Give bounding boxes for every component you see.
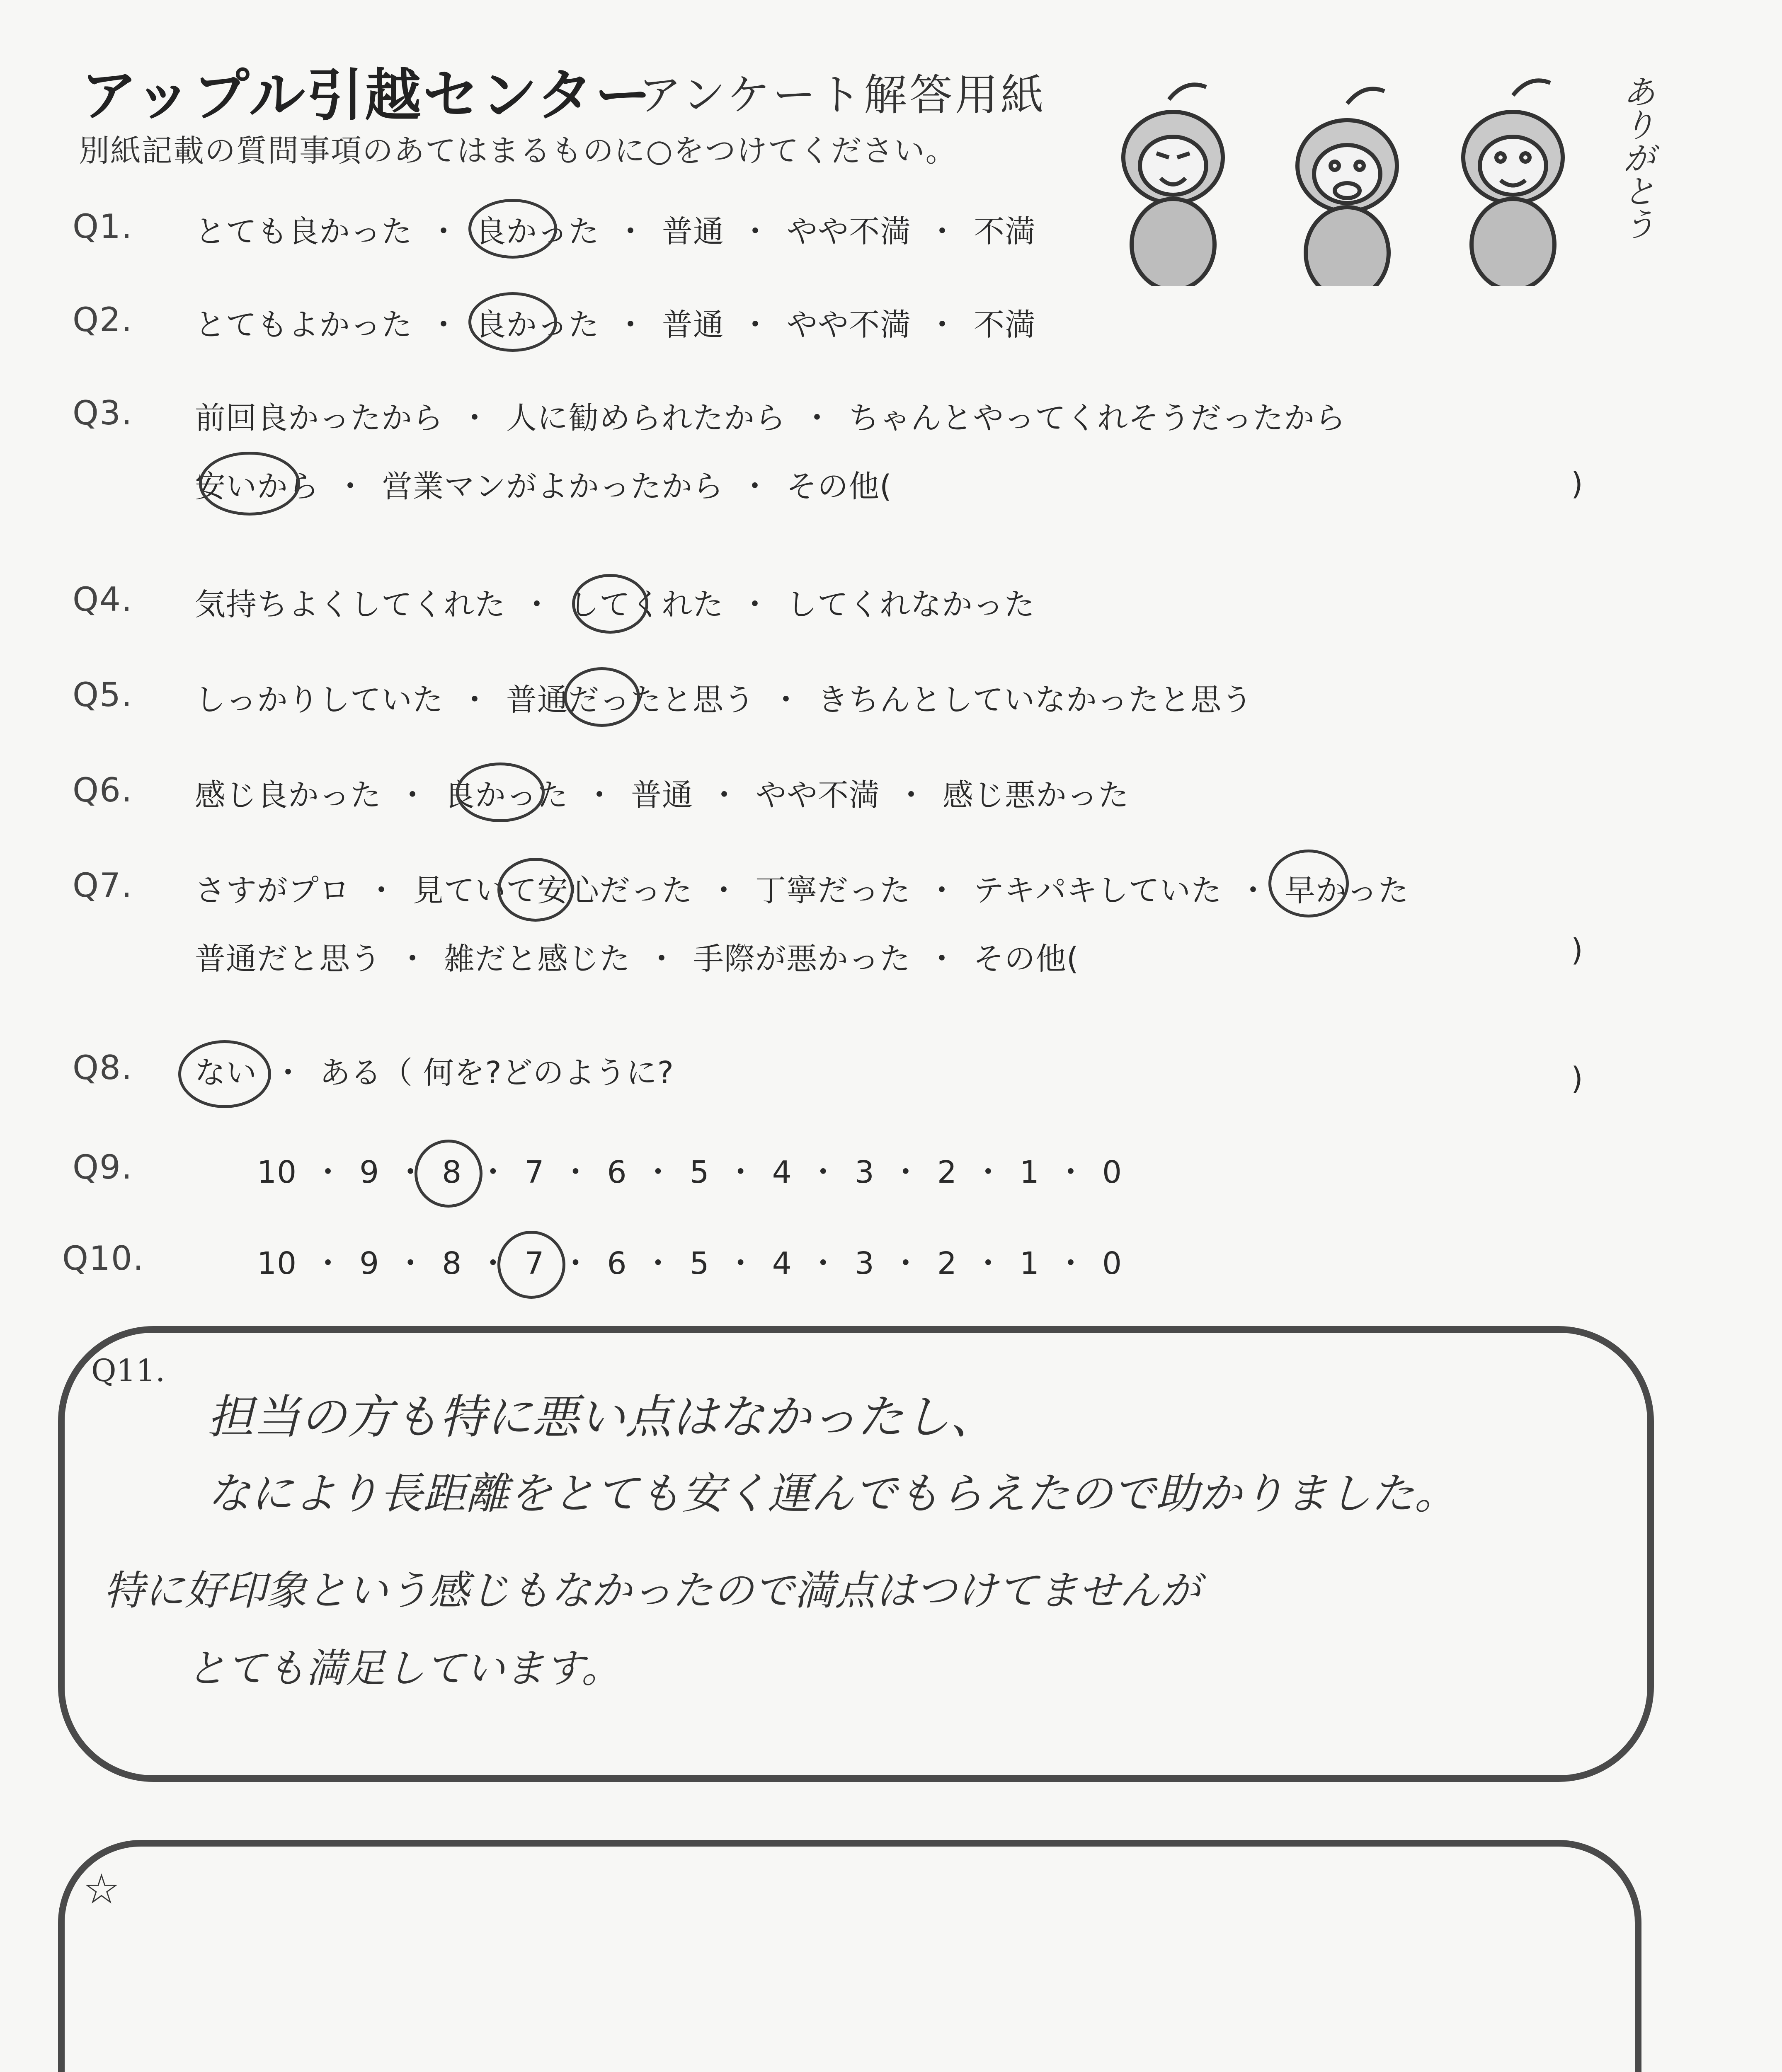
option-separator: ・ (397, 941, 428, 977)
answer-option[interactable]: 早かった (1285, 873, 1409, 908)
answer-option[interactable]: 普通だったと思う (506, 682, 755, 718)
answer-option[interactable]: 普通だと思う (195, 941, 381, 977)
answer-option[interactable]: 6 (607, 1155, 627, 1190)
answer-option[interactable]: 4 (772, 1246, 792, 1281)
answer-option[interactable]: やや不満 (787, 214, 911, 249)
answer-option[interactable]: 5 (689, 1155, 710, 1190)
q1-selection-circle (468, 199, 557, 259)
option-separator: ・ (366, 873, 397, 908)
option-separator: ・ (1055, 1246, 1087, 1281)
option-separator: ・ (807, 1155, 839, 1190)
option-separator: ・ (642, 1155, 674, 1190)
answer-option[interactable]: 安いから (195, 469, 319, 504)
answer-option[interactable]: 3 (854, 1155, 875, 1190)
q10-selection-circle (497, 1231, 565, 1299)
question-options-row (195, 300, 1036, 344)
option-separator: ・ (739, 469, 771, 504)
answer-option[interactable]: 9 (359, 1246, 380, 1281)
q4-selection-circle (572, 574, 648, 634)
question-number: Q9. (73, 1148, 133, 1186)
answer-option[interactable]: その他( (786, 469, 892, 504)
option-separator: ・ (725, 1155, 756, 1190)
question-options-row (195, 675, 1253, 719)
option-separator: ・ (896, 777, 927, 813)
option-separator: ・ (428, 214, 459, 249)
q3-selection-circle (199, 452, 300, 516)
q3-close-paren: ) (1571, 466, 1583, 502)
question-number: Q5. (73, 675, 133, 714)
answer-option[interactable]: 良かった (475, 307, 599, 343)
answer-option[interactable]: してくれた (568, 587, 724, 622)
q11-comment-line-4: とても満足しています。 (187, 1645, 621, 1692)
q5-selection-circle (564, 667, 640, 727)
option-separator: ・ (708, 873, 739, 908)
star-icon: ☆ (83, 1865, 120, 1913)
q9-selection-circle (415, 1140, 482, 1208)
option-separator: ・ (560, 1155, 592, 1190)
question-number: Q3. (73, 394, 133, 432)
answer-option[interactable]: 良かった (444, 777, 568, 813)
answer-option[interactable]: きちんとしていなかったと思う (817, 682, 1253, 718)
question-number: Q8. (73, 1048, 133, 1087)
answer-option[interactable]: 8 (442, 1246, 462, 1281)
option-separator: ・ (459, 682, 490, 718)
option-separator: ・ (740, 214, 771, 249)
form-title: アンケート解答用紙 (638, 70, 1046, 120)
answer-option[interactable]: 普通 (631, 777, 693, 813)
answer-option[interactable]: 前回良かったから (195, 400, 444, 436)
q11-comment-line-3: 特に好印象という感じもなかったので満点はつけてませんが (104, 1567, 1201, 1615)
instruction-text: 別紙記載の質問事項のあてはまるものに○をつけてください。 (79, 133, 957, 169)
answer-option[interactable]: テキパキしていた (973, 873, 1222, 908)
answer-option[interactable]: ない (195, 1055, 257, 1091)
q2-selection-circle (468, 292, 557, 352)
answer-option[interactable]: 8 (442, 1155, 462, 1190)
company-name: アップル引越センター (81, 63, 653, 128)
answer-option[interactable]: 丁寧だった (755, 873, 911, 908)
question-options-row (195, 771, 1129, 815)
q7b-selection-circle (1268, 850, 1349, 917)
answer-option[interactable]: しっかりしていた (195, 682, 444, 718)
answer-option[interactable]: とても良かった (195, 214, 412, 249)
q11-comment-line-2: なにより長距離をとても安く運んでもらえたので助かりました。 (207, 1468, 1458, 1519)
q7-close-paren: ) (1571, 932, 1583, 968)
answer-option[interactable]: してくれなかった (786, 587, 1035, 622)
answer-option[interactable]: 営業マンがよかったから (382, 469, 724, 504)
option-separator: ・ (560, 1246, 592, 1281)
answer-option[interactable]: 7 (524, 1155, 545, 1190)
answer-option[interactable]: 5 (689, 1246, 710, 1281)
option-separator: ・ (273, 1055, 304, 1091)
question-number: Q10. (62, 1239, 145, 1278)
option-separator: ・ (642, 1246, 674, 1281)
answer-option[interactable]: やや不満 (756, 777, 880, 813)
option-separator: ・ (972, 1246, 1004, 1281)
answer-option[interactable]: 感じ良かった (195, 777, 381, 813)
option-separator: ・ (927, 214, 958, 249)
answer-option[interactable]: 2 (937, 1246, 957, 1281)
answer-option[interactable]: 6 (607, 1246, 627, 1281)
option-separator: ・ (395, 1155, 427, 1190)
option-separator: ・ (739, 587, 771, 622)
option-separator: ・ (584, 777, 615, 813)
answer-option[interactable]: 不満 (974, 307, 1036, 343)
answer-option[interactable]: さすがプロ (195, 873, 350, 908)
option-separator: ・ (725, 1246, 756, 1281)
option-separator: ・ (740, 307, 771, 343)
answer-option[interactable]: ちゃんとやってくれそうだったから (849, 400, 1346, 436)
option-separator: ・ (615, 214, 646, 249)
option-separator: ・ (478, 1246, 509, 1281)
option-separator: ・ (771, 682, 802, 718)
answer-option[interactable]: 9 (359, 1155, 380, 1190)
option-separator: ・ (335, 469, 366, 504)
q7a-selection-circle (497, 858, 574, 922)
thanks-text: ありがとう (1617, 75, 1656, 240)
answer-option[interactable]: 2 (937, 1155, 957, 1190)
question-number: Q2. (73, 300, 133, 339)
monkey-mascots-illustration (1086, 70, 1625, 286)
answer-option[interactable]: 1 (1019, 1246, 1040, 1281)
answer-option[interactable]: 人に勧められたから (506, 400, 786, 436)
answer-option[interactable]: 0 (1102, 1246, 1123, 1281)
option-separator: ・ (802, 400, 833, 436)
option-separator: ・ (459, 400, 490, 436)
q6-selection-circle (456, 762, 545, 822)
option-separator: ・ (478, 1155, 509, 1190)
option-separator: ・ (972, 1155, 1004, 1190)
answer-option[interactable]: 10 (257, 1246, 297, 1281)
answer-option[interactable]: 気持ちよくしてくれた (195, 587, 506, 622)
question-options-row (195, 394, 1346, 438)
option-separator: ・ (709, 777, 740, 813)
option-separator: ・ (926, 873, 958, 908)
question-options-row (257, 1148, 1122, 1192)
answer-option[interactable]: 普通 (662, 307, 724, 343)
option-separator: ・ (428, 307, 459, 343)
option-separator: ・ (313, 1155, 344, 1190)
answer-option[interactable]: 0 (1102, 1155, 1123, 1190)
option-separator: ・ (926, 941, 958, 977)
question-number: Q4. (73, 580, 133, 619)
option-separator: ・ (615, 307, 646, 343)
answer-option[interactable]: 4 (772, 1155, 792, 1190)
q8-selection-circle (178, 1040, 271, 1108)
option-separator: ・ (890, 1246, 921, 1281)
question-options-row (195, 866, 1409, 910)
question-number: Q6. (73, 771, 133, 809)
question-options-row (257, 1239, 1122, 1283)
question-number: Q1. (73, 207, 133, 246)
answer-option[interactable]: 良かった (475, 214, 599, 249)
answer-option[interactable]: 雑だと感じた (444, 941, 630, 977)
answer-option[interactable]: 普通 (662, 214, 724, 249)
question-number: Q7. (73, 866, 133, 905)
answer-option[interactable]: 手際が悪かった (693, 941, 911, 977)
free-comment-box (58, 1840, 1641, 2072)
answer-option[interactable]: 7 (524, 1246, 545, 1281)
option-separator: ・ (397, 777, 428, 813)
option-separator: ・ (927, 307, 958, 343)
answer-option[interactable]: 不満 (974, 214, 1036, 249)
question-options-row (195, 934, 1079, 978)
answer-option[interactable]: やや不満 (787, 307, 911, 343)
answer-option[interactable]: 3 (854, 1246, 875, 1281)
option-separator: ・ (646, 941, 677, 977)
answer-option[interactable]: その他( (973, 941, 1079, 977)
answer-option[interactable]: とてもよかった (195, 307, 412, 343)
option-separator: ・ (395, 1246, 427, 1281)
answer-option[interactable]: 見ていて安心だった (413, 873, 693, 908)
q11-label: Q11. (91, 1353, 165, 1389)
q8-close-paren: ) (1571, 1061, 1583, 1097)
option-separator: ・ (521, 587, 553, 622)
answer-option[interactable]: 1 (1019, 1155, 1040, 1190)
q11-comment-line-1: 担当の方も特に悪い点はなかったし、 (207, 1390, 996, 1444)
option-separator: ・ (807, 1246, 839, 1281)
answer-option[interactable]: ある（ 何を?どのように? (320, 1055, 674, 1091)
option-separator: ・ (313, 1246, 344, 1281)
question-options-row (195, 207, 1036, 251)
answer-option[interactable]: 感じ悪かった (943, 777, 1129, 813)
option-separator: ・ (1055, 1155, 1087, 1190)
answer-option[interactable]: 10 (257, 1155, 297, 1190)
option-separator: ・ (890, 1155, 921, 1190)
option-separator: ・ (1238, 873, 1269, 908)
